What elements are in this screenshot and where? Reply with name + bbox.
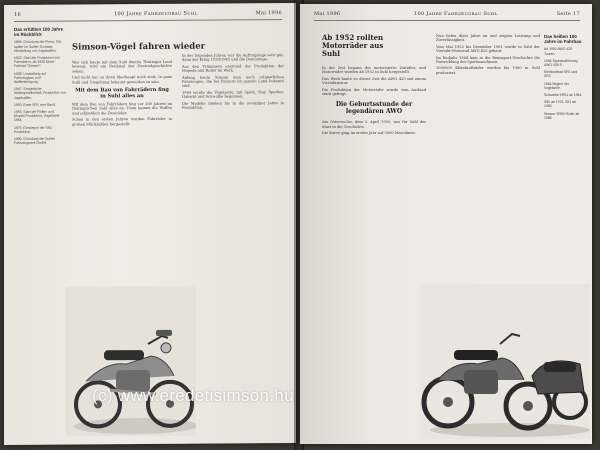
magazine-title: 100 Jahre Fahrzeugbau Suhl [114,10,198,18]
sidebar-item: S50 ab 1975, S51 ab 1980. [544,100,576,109]
paragraph: Wer sich heute mit dem Suhl durchs Thüringer Land bewegt, wird ein Denkmal der Zweiradgeschichte sehen. [72,59,172,74]
motorcycle-photo [66,286,196,437]
paragraph: Nun liefen diese Jahre an und zeigten Leistung und Zuverlässigkeit. [436,34,540,43]
paragraph: 1964 wurde die Vogelserie, mit Spatz, Star, Sperber, Habicht und Schwalbe begonnen. [182,89,284,100]
sidebar-item: Kleinkraftrad SR1 und SR2. [544,70,578,79]
sidebar-item: 1956 Sportausführung AWO 425 S. [544,58,578,68]
paragraph: Anfang heute Simson man noch erinnerlichen Fahrzeugen, die bei Fahrern im ganzen Land bekannt sind. [182,74,284,89]
paragraph: Die Produktion der Motorräder wurde vom Ausland stark gefragt. [322,87,426,97]
sidebar-item: Schwalbe KR51 ab 1964. [544,93,583,98]
article-subhead: Die Geburtsstunde der legendären AWO [335,101,413,116]
sidebar-item: 1896: Gründung der Firma, Sitz später im Suhler Domstal, Herstellung von Jagdwaffen. [14,40,62,53]
running-head-right [314,10,580,21]
sidebar-item: 1990: Gründung der Suhler Fahrzeugwerk GmbH. [14,136,56,146]
sidebar-title: Das heißen 100 Jahre im Fahrbau [544,34,582,45]
sidebar-item: Ab 1952 AWO 425 Touren. [544,47,572,56]
sidebar-item: 1947: Sowjetische Aktiengesellschaft, Produktion von Jagdwaffen. [14,86,66,100]
paragraph: Die Kurve ging im ersten Jahr auf 5000 Maschinen. [322,131,416,136]
watermark: (c) www.eredetisimson.hu [92,386,294,405]
article-column-2 [182,53,284,112]
sidebar-item: 1975: Einstieg in die S50 Produktion. [14,125,52,134]
issue-date: Mai 1996 [255,10,282,17]
paragraph: Im Endjahr 1964 kam in die Rennsport-Geschichte die Entwicklung der Sportmaschinen. [436,55,540,65]
page-number: Seite 17 [556,11,580,17]
sidebar-item: 1950: Erste SR1 vom Band. [14,102,57,107]
paragraph: Am Osterwoche, dem 3. April 1950, war für Suhl der Start in die Geschichte. [322,120,426,129]
sidebar-item: 1955: Start der Roller- und Moped-Produktion, Vogelserie 1964. [14,109,60,123]
article-title: Ab 1952 rollten Motorräder aus Suhl [322,33,384,58]
magazine-title: 100 Jahre Fahrzeugbau Suhl [414,11,498,17]
right-page [300,4,592,444]
sidebar-item: 1936: Umstellung auf Fahrzeugbau und Waffenfertigung. [14,71,47,84]
sidebar-title: Das erfüllten 100 Jahre im Rückblick [14,26,64,38]
paragraph: In der Zeit begann das motorisierte Zeitalter, und Motorräder wurden ab 1952 in Suhl hergestellt. [322,66,426,75]
article-column-1 [322,66,426,138]
sidebar-item: Simson SR50 Roller ab 1986. [544,111,580,120]
paragraph: Schon in den ersten Jahren wurden Fahrräder in großen Stückzahlen hergestellt. [72,117,172,127]
motorcycle-illustration [66,286,196,437]
issue-date: Mai 1996 [314,11,341,17]
paragraph: Und nicht nur an ihren überhaupt noch stolz, in ganz Suhl und Umgebung bekannt geworden zu sein. [72,75,172,85]
sidecar-motorcycle-illustration [420,284,590,439]
paragraph: Die Modelle blieben bis in die neunziger Jahre in Produktion. [182,100,284,110]
paragraph: Aus den Trümmern entstand die Produktion der Mopeds und Roller im Werk. [182,63,284,73]
sidebar-item: 1922: Start der Produktion von Fahrrädern, ab 1930 Motor-Fahrrad "Simson". [14,55,60,69]
sidecar-motorcycle-photo [420,284,590,439]
paragraph: Mit dem Bau von Fahrrädern fing vor 100 Jahren im thüringischen Suhl alles an. Dann kamen die Waffen und schließlich die Zweiräder. [72,101,172,116]
left-page [4,3,296,445]
page-number: 16 [14,11,21,18]
article-title: Simson-Vögel fahren wieder [72,41,206,53]
timeline-sidebar [544,34,584,123]
article-column-2 [436,34,540,77]
paragraph: Vom Mai 1952 bis Dezember 1961 wurde in Suhl der Viertakt-Motorrad AWO 425 gebaut. [436,44,540,54]
paragraph: In der folgenden Jahren war die Auftragslage sehr gut, dann der Krieg 1939/1945 und die Demontage. [182,53,284,63]
paragraph: 1000000 Kleinkrafträder wurden bis 1980 in Suhl produziert. [436,66,540,75]
timeline-sidebar [14,27,66,149]
running-head-left [14,9,282,22]
paragraph: Das Werk baute zu dieser Zeit die AWO 425 mit einem Viertaktmotor. [322,76,426,86]
article-subhead: Mit dem Bau von Fahrrädern fing in Suhl alles an [75,86,169,100]
sidebar-item: 1964 Beginn der Vogelserie. [544,81,569,90]
article-column-1 [72,60,172,129]
